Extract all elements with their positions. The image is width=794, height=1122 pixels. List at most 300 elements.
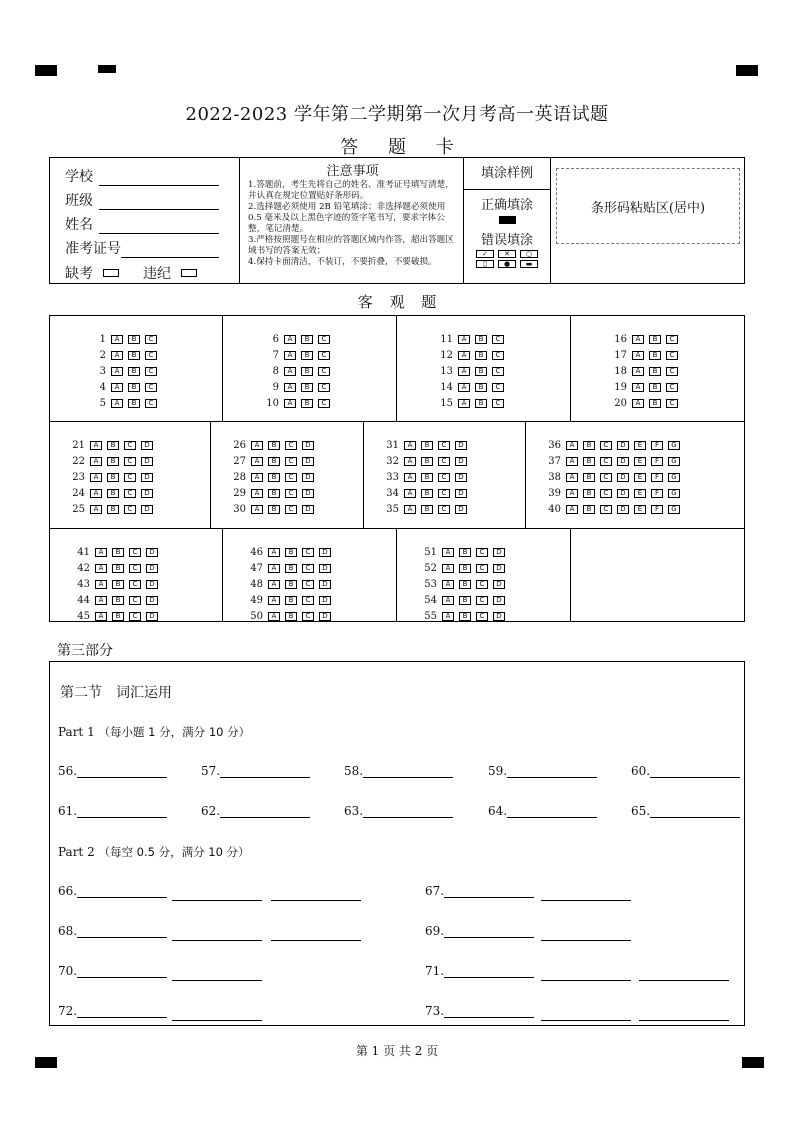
question-number: 4	[99, 381, 106, 393]
option-bubble-a[interactable]: A	[632, 383, 644, 392]
option-bubble-a[interactable]: A	[284, 399, 296, 408]
blank-line[interactable]	[444, 965, 534, 978]
option-bubble-a[interactable]: A	[284, 383, 296, 392]
school-field[interactable]	[99, 170, 219, 186]
option-bubble-c[interactable]: C	[285, 489, 297, 498]
option-bubble-c[interactable]: C	[476, 612, 488, 621]
blank-line[interactable]	[77, 885, 167, 898]
question-row	[605, 363, 744, 379]
blank-number: 71.	[425, 964, 445, 978]
blank-line[interactable]	[220, 765, 310, 778]
option-bubble-b[interactable]: B	[112, 548, 124, 557]
option-bubble-d[interactable]: D	[302, 441, 314, 450]
option-bubble-c[interactable]: C	[438, 441, 450, 450]
answer-blank[interactable]	[488, 764, 597, 778]
option-bubble-b[interactable]: B	[649, 399, 661, 408]
option-bubble-a[interactable]: A	[95, 596, 107, 605]
question-row	[241, 592, 396, 608]
option-bubble-a[interactable]: A	[111, 383, 123, 392]
option-bubble-c[interactable]: C	[129, 548, 141, 557]
option-bubble-d[interactable]: D	[617, 473, 629, 482]
option-bubble-a[interactable]: A	[442, 548, 454, 557]
option-bubble-d[interactable]: D	[319, 612, 331, 621]
option-bubble-a[interactable]: A	[404, 505, 416, 514]
option-bubble-c[interactable]: C	[492, 367, 504, 376]
option-bubble-a[interactable]: A	[404, 457, 416, 466]
option-bubble-d[interactable]: D	[455, 489, 467, 498]
option-bubble-f[interactable]: F	[651, 505, 663, 514]
question-number: 37	[548, 455, 561, 467]
option-bubble-c[interactable]: C	[318, 351, 330, 360]
option-bubble-e[interactable]: E	[634, 505, 646, 514]
blank-line[interactable]	[507, 765, 597, 778]
option-bubble-b[interactable]: B	[475, 399, 487, 408]
option-bubble-b[interactable]: B	[128, 367, 140, 376]
option-bubble-a[interactable]: A	[268, 612, 280, 621]
option-bubble-a[interactable]: A	[458, 383, 470, 392]
blank-line[interactable]	[639, 1020, 729, 1021]
question-row	[257, 363, 396, 379]
option-bubble-b[interactable]: B	[649, 351, 661, 360]
question-number: 23	[72, 471, 85, 483]
option-bubble-a[interactable]: A	[251, 489, 263, 498]
option-bubble-c[interactable]: C	[318, 335, 330, 344]
option-bubble-c[interactable]: C	[666, 351, 678, 360]
option-bubble-b[interactable]: B	[107, 441, 119, 450]
question-row	[431, 347, 570, 363]
option-bubble-b[interactable]: B	[583, 505, 595, 514]
vocabulary-answer-box	[49, 661, 745, 1026]
option-bubble-c[interactable]: C	[666, 367, 678, 376]
answer-blank[interactable]	[58, 884, 167, 898]
option-bubble-a[interactable]: A	[458, 335, 470, 344]
blank-line[interactable]	[650, 765, 740, 778]
option-bubble-b[interactable]: B	[112, 612, 124, 621]
option-bubble-b[interactable]: B	[268, 489, 280, 498]
option-bubble-a[interactable]: A	[268, 596, 280, 605]
option-bubble-e[interactable]: E	[634, 457, 646, 466]
option-bubble-d[interactable]: D	[302, 505, 314, 514]
answer-blank[interactable]	[58, 1004, 167, 1018]
option-bubble-e[interactable]: E	[634, 441, 646, 450]
option-bubble-d[interactable]: D	[141, 457, 153, 466]
option-bubble-d[interactable]: D	[302, 473, 314, 482]
option-bubble-a[interactable]: A	[95, 564, 107, 573]
option-bubble-c[interactable]: C	[600, 457, 612, 466]
option-bubble-a[interactable]: A	[95, 580, 107, 589]
option-bubble-c[interactable]: C	[492, 383, 504, 392]
option-bubble-b[interactable]: B	[421, 505, 433, 514]
question-number: 9	[272, 381, 279, 393]
class-field[interactable]	[99, 194, 219, 210]
blank-line[interactable]	[541, 900, 631, 901]
option-bubble-a[interactable]: A	[632, 335, 644, 344]
option-bubble-c[interactable]: C	[302, 612, 314, 621]
question-row	[415, 608, 570, 624]
answer-blank[interactable]	[631, 804, 740, 818]
option-bubble-a[interactable]: A	[111, 399, 123, 408]
option-bubble-c[interactable]: C	[438, 505, 450, 514]
question-number: 34	[386, 487, 399, 499]
option-bubble-a[interactable]: A	[90, 457, 102, 466]
option-bubble-a[interactable]: A	[111, 351, 123, 360]
option-bubble-b[interactable]: B	[268, 441, 280, 450]
option-bubble-c[interactable]: C	[600, 505, 612, 514]
option-bubble-b[interactable]: B	[285, 580, 297, 589]
option-bubble-b[interactable]: B	[301, 351, 313, 360]
option-bubble-c[interactable]: C	[666, 399, 678, 408]
option-bubble-b[interactable]: B	[128, 383, 140, 392]
option-bubble-b[interactable]: B	[107, 473, 119, 482]
blank-line[interactable]	[77, 805, 167, 818]
option-bubble-g[interactable]: G	[668, 457, 680, 466]
absent-checkbox[interactable]	[103, 269, 119, 277]
option-bubble-b[interactable]: B	[128, 335, 140, 344]
option-bubble-c[interactable]: C	[438, 489, 450, 498]
option-bubble-d[interactable]: D	[302, 489, 314, 498]
blank-line[interactable]	[444, 1005, 534, 1018]
option-bubble-g[interactable]: G	[668, 489, 680, 498]
blank-line[interactable]	[650, 805, 740, 818]
option-bubble-b[interactable]: B	[475, 351, 487, 360]
option-bubble-a[interactable]: A	[95, 548, 107, 557]
option-bubble-c[interactable]: C	[476, 564, 488, 573]
option-bubble-d[interactable]: D	[493, 548, 505, 557]
option-bubble-a[interactable]: A	[458, 367, 470, 376]
option-bubble-d[interactable]: D	[319, 580, 331, 589]
option-bubble-b[interactable]: B	[583, 457, 595, 466]
option-bubble-c[interactable]: C	[600, 489, 612, 498]
option-bubble-c[interactable]: C	[145, 399, 157, 408]
option-bubble-c[interactable]: C	[129, 564, 141, 573]
option-bubble-b[interactable]: B	[475, 383, 487, 392]
blank-line[interactable]	[271, 900, 361, 901]
blank-line[interactable]	[363, 805, 453, 818]
blank-line[interactable]	[172, 940, 262, 941]
option-bubble-a[interactable]: A	[566, 505, 578, 514]
option-bubble-a[interactable]: A	[268, 564, 280, 573]
question-number: 31	[386, 439, 399, 451]
answer-blank[interactable]	[631, 764, 740, 778]
option-bubble-d[interactable]: D	[493, 580, 505, 589]
option-bubble-b[interactable]: B	[421, 441, 433, 450]
option-bubble-g[interactable]: G	[668, 505, 680, 514]
answer-blank[interactable]	[58, 764, 167, 778]
option-bubble-c[interactable]: C	[124, 473, 136, 482]
name-field[interactable]	[99, 218, 219, 234]
option-bubble-d[interactable]: D	[455, 505, 467, 514]
option-bubble-a[interactable]: A	[251, 441, 263, 450]
option-bubble-a[interactable]: A	[458, 399, 470, 408]
option-bubble-a[interactable]: A	[632, 399, 644, 408]
part2-header	[58, 844, 250, 860]
blank-line[interactable]	[77, 925, 167, 938]
option-bubble-a[interactable]: A	[404, 473, 416, 482]
option-bubble-c[interactable]: C	[318, 367, 330, 376]
option-bubble-d[interactable]: D	[141, 473, 153, 482]
option-bubble-d[interactable]: D	[493, 596, 505, 605]
option-bubble-d[interactable]: D	[617, 505, 629, 514]
option-bubble-b[interactable]: B	[268, 473, 280, 482]
option-bubble-b[interactable]: B	[459, 596, 471, 605]
option-bubble-d[interactable]: D	[493, 612, 505, 621]
option-bubble-b[interactable]: B	[583, 441, 595, 450]
option-bubble-c[interactable]: C	[318, 383, 330, 392]
blank-line[interactable]	[363, 765, 453, 778]
option-bubble-d[interactable]: D	[319, 548, 331, 557]
option-bubble-c[interactable]: C	[302, 596, 314, 605]
option-bubble-b[interactable]: B	[301, 367, 313, 376]
option-bubble-c[interactable]: C	[600, 441, 612, 450]
option-bubble-b[interactable]: B	[649, 383, 661, 392]
option-bubble-e[interactable]: E	[634, 489, 646, 498]
option-bubble-c[interactable]: C	[124, 457, 136, 466]
answer-blank[interactable]	[425, 884, 534, 898]
option-bubble-b[interactable]: B	[107, 489, 119, 498]
answer-blank[interactable]	[425, 1004, 534, 1018]
option-bubble-a[interactable]: A	[284, 335, 296, 344]
blank-line[interactable]	[220, 805, 310, 818]
option-bubble-a[interactable]: A	[268, 580, 280, 589]
option-bubble-c[interactable]: C	[476, 548, 488, 557]
option-bubble-d[interactable]: D	[146, 548, 158, 557]
blank-line[interactable]	[172, 900, 262, 901]
option-bubble-a[interactable]: A	[442, 564, 454, 573]
option-bubble-c[interactable]: C	[476, 580, 488, 589]
option-bubble-e[interactable]: E	[634, 473, 646, 482]
blank-number: 57.	[201, 764, 221, 778]
option-bubble-b[interactable]: B	[649, 335, 661, 344]
blank-line[interactable]	[639, 980, 729, 981]
blank-line[interactable]	[172, 1020, 262, 1021]
option-bubble-d[interactable]: D	[319, 564, 331, 573]
answer-blank[interactable]	[58, 804, 167, 818]
option-bubble-b[interactable]: B	[285, 548, 297, 557]
option-bubble-b[interactable]: B	[285, 612, 297, 621]
option-bubble-b[interactable]: B	[112, 580, 124, 589]
option-bubble-b[interactable]: B	[459, 580, 471, 589]
option-bubble-a[interactable]: A	[90, 505, 102, 514]
option-bubble-f[interactable]: F	[651, 473, 663, 482]
blank-line[interactable]	[271, 940, 361, 941]
option-bubble-b[interactable]: B	[421, 457, 433, 466]
option-bubble-c[interactable]: C	[145, 351, 157, 360]
answer-blank[interactable]	[488, 804, 597, 818]
option-bubble-c[interactable]: C	[476, 596, 488, 605]
option-bubble-c[interactable]: C	[285, 457, 297, 466]
option-bubble-b[interactable]: B	[459, 612, 471, 621]
option-bubble-c[interactable]: C	[285, 441, 297, 450]
cross-mark-icon: ✕	[498, 250, 516, 258]
option-bubble-d[interactable]: D	[455, 457, 467, 466]
option-bubble-a[interactable]: A	[458, 351, 470, 360]
option-bubble-a[interactable]: A	[251, 457, 263, 466]
option-bubble-a[interactable]: A	[566, 457, 578, 466]
question-number: 5	[99, 397, 106, 409]
answer-blank[interactable]	[201, 804, 310, 818]
option-bubble-c[interactable]: C	[145, 335, 157, 344]
exam-id-field[interactable]	[121, 242, 219, 258]
option-bubble-b[interactable]: B	[285, 564, 297, 573]
option-bubble-b[interactable]: B	[285, 596, 297, 605]
option-bubble-a[interactable]: A	[251, 505, 263, 514]
option-bubble-a[interactable]: A	[251, 473, 263, 482]
blank-line[interactable]	[541, 940, 631, 941]
option-bubble-b[interactable]: B	[128, 399, 140, 408]
option-bubble-a[interactable]: A	[90, 473, 102, 482]
option-bubble-b[interactable]: B	[421, 489, 433, 498]
blank-line[interactable]	[507, 805, 597, 818]
option-bubble-b[interactable]: B	[583, 489, 595, 498]
answer-blank[interactable]	[425, 924, 534, 938]
option-bubble-c[interactable]: C	[302, 580, 314, 589]
question-row	[241, 608, 396, 624]
option-bubble-c[interactable]: C	[438, 473, 450, 482]
option-bubble-b[interactable]: B	[459, 564, 471, 573]
option-bubble-d[interactable]: D	[617, 457, 629, 466]
option-bubble-d[interactable]: D	[455, 441, 467, 450]
header-box	[49, 157, 745, 284]
option-bubble-c[interactable]: C	[129, 612, 141, 621]
question-number: 39	[548, 487, 561, 499]
option-bubble-d[interactable]: D	[146, 580, 158, 589]
answer-blank[interactable]	[58, 924, 167, 938]
option-bubble-b[interactable]: B	[459, 548, 471, 557]
option-bubble-b[interactable]: B	[128, 351, 140, 360]
option-bubble-a[interactable]: A	[111, 367, 123, 376]
blank-line[interactable]	[77, 1005, 167, 1018]
option-bubble-f[interactable]: F	[651, 457, 663, 466]
option-bubble-c[interactable]: C	[285, 505, 297, 514]
option-bubble-c[interactable]: C	[600, 473, 612, 482]
blank-line[interactable]	[444, 885, 534, 898]
question-block	[50, 422, 211, 528]
option-bubble-d[interactable]: D	[146, 564, 158, 573]
option-bubble-d[interactable]: D	[141, 505, 153, 514]
option-bubble-c[interactable]: C	[492, 399, 504, 408]
question-row	[84, 395, 222, 411]
option-bubble-d[interactable]: D	[141, 441, 153, 450]
answer-blank[interactable]	[344, 764, 453, 778]
option-bubble-c[interactable]: C	[285, 473, 297, 482]
option-bubble-g[interactable]: G	[668, 473, 680, 482]
option-bubble-b[interactable]: B	[112, 596, 124, 605]
question-row	[257, 331, 396, 347]
option-bubble-d[interactable]: D	[493, 564, 505, 573]
answer-blank[interactable]	[58, 964, 167, 978]
option-bubble-b[interactable]: B	[301, 399, 313, 408]
option-bubble-c[interactable]: C	[124, 505, 136, 514]
option-bubble-a[interactable]: A	[404, 441, 416, 450]
option-bubble-a[interactable]: A	[90, 489, 102, 498]
blank-line[interactable]	[541, 980, 631, 981]
option-bubble-f[interactable]: F	[651, 489, 663, 498]
option-bubble-c[interactable]: C	[438, 457, 450, 466]
answer-blank[interactable]	[201, 764, 310, 778]
option-bubble-b[interactable]: B	[583, 473, 595, 482]
option-bubble-b[interactable]: B	[268, 505, 280, 514]
option-bubble-c[interactable]: C	[318, 399, 330, 408]
option-bubble-b[interactable]: B	[107, 505, 119, 514]
option-bubble-a[interactable]: A	[566, 473, 578, 482]
option-bubble-a[interactable]: A	[404, 489, 416, 498]
option-bubble-b[interactable]: B	[421, 473, 433, 482]
blank-line[interactable]	[77, 765, 167, 778]
question-number: 36	[548, 439, 561, 451]
option-bubble-b[interactable]: B	[268, 457, 280, 466]
option-bubble-d[interactable]: D	[617, 441, 629, 450]
option-bubble-a[interactable]: A	[442, 612, 454, 621]
option-bubble-d[interactable]: D	[141, 489, 153, 498]
option-bubble-a[interactable]: A	[442, 580, 454, 589]
option-bubble-d[interactable]: D	[146, 612, 158, 621]
option-bubble-b[interactable]: B	[475, 335, 487, 344]
option-bubble-b[interactable]: B	[301, 383, 313, 392]
option-bubble-g[interactable]: G	[668, 441, 680, 450]
question-row	[539, 501, 744, 517]
option-bubble-b[interactable]: B	[475, 367, 487, 376]
option-bubble-a[interactable]: A	[442, 596, 454, 605]
option-bubble-c[interactable]: C	[666, 335, 678, 344]
option-bubble-a[interactable]: A	[95, 612, 107, 621]
option-bubble-a[interactable]: A	[268, 548, 280, 557]
option-bubble-c[interactable]: C	[302, 548, 314, 557]
option-bubble-a[interactable]: A	[284, 367, 296, 376]
option-bubble-c[interactable]: C	[129, 580, 141, 589]
option-bubble-c[interactable]: C	[124, 489, 136, 498]
violation-checkbox[interactable]	[181, 269, 197, 277]
blank-line[interactable]	[77, 965, 167, 978]
option-bubble-c[interactable]: C	[492, 335, 504, 344]
option-bubble-c[interactable]: C	[302, 564, 314, 573]
option-bubble-a[interactable]: A	[632, 367, 644, 376]
option-bubble-d[interactable]: D	[319, 596, 331, 605]
question-row	[84, 347, 222, 363]
question-number: 32	[386, 455, 399, 467]
option-bubble-c[interactable]: C	[666, 383, 678, 392]
option-bubble-b[interactable]: B	[112, 564, 124, 573]
option-bubble-a[interactable]: A	[566, 489, 578, 498]
blank-line[interactable]	[172, 980, 262, 981]
option-bubble-c[interactable]: C	[492, 351, 504, 360]
blank-line[interactable]	[541, 1020, 631, 1021]
question-number: 30	[233, 503, 246, 515]
option-bubble-f[interactable]: F	[651, 441, 663, 450]
answer-blank[interactable]	[344, 804, 453, 818]
option-bubble-d[interactable]: D	[302, 457, 314, 466]
part1-header	[58, 724, 250, 740]
option-bubble-a[interactable]: A	[566, 441, 578, 450]
option-bubble-d[interactable]: D	[617, 489, 629, 498]
option-bubble-b[interactable]: B	[301, 335, 313, 344]
option-bubble-b[interactable]: B	[107, 457, 119, 466]
option-bubble-c[interactable]: C	[124, 441, 136, 450]
option-bubble-a[interactable]: A	[111, 335, 123, 344]
option-bubble-c[interactable]: C	[129, 596, 141, 605]
option-bubble-a[interactable]: A	[90, 441, 102, 450]
option-bubble-c[interactable]: C	[145, 367, 157, 376]
option-bubble-c[interactable]: C	[145, 383, 157, 392]
option-bubble-a[interactable]: A	[284, 351, 296, 360]
question-number: 42	[77, 562, 90, 574]
answer-blank[interactable]	[425, 964, 534, 978]
question-row	[377, 469, 525, 485]
option-bubble-d[interactable]: D	[455, 473, 467, 482]
option-bubble-b[interactable]: B	[649, 367, 661, 376]
blank-line[interactable]	[444, 925, 534, 938]
option-bubble-d[interactable]: D	[146, 596, 158, 605]
option-bubble-a[interactable]: A	[632, 351, 644, 360]
